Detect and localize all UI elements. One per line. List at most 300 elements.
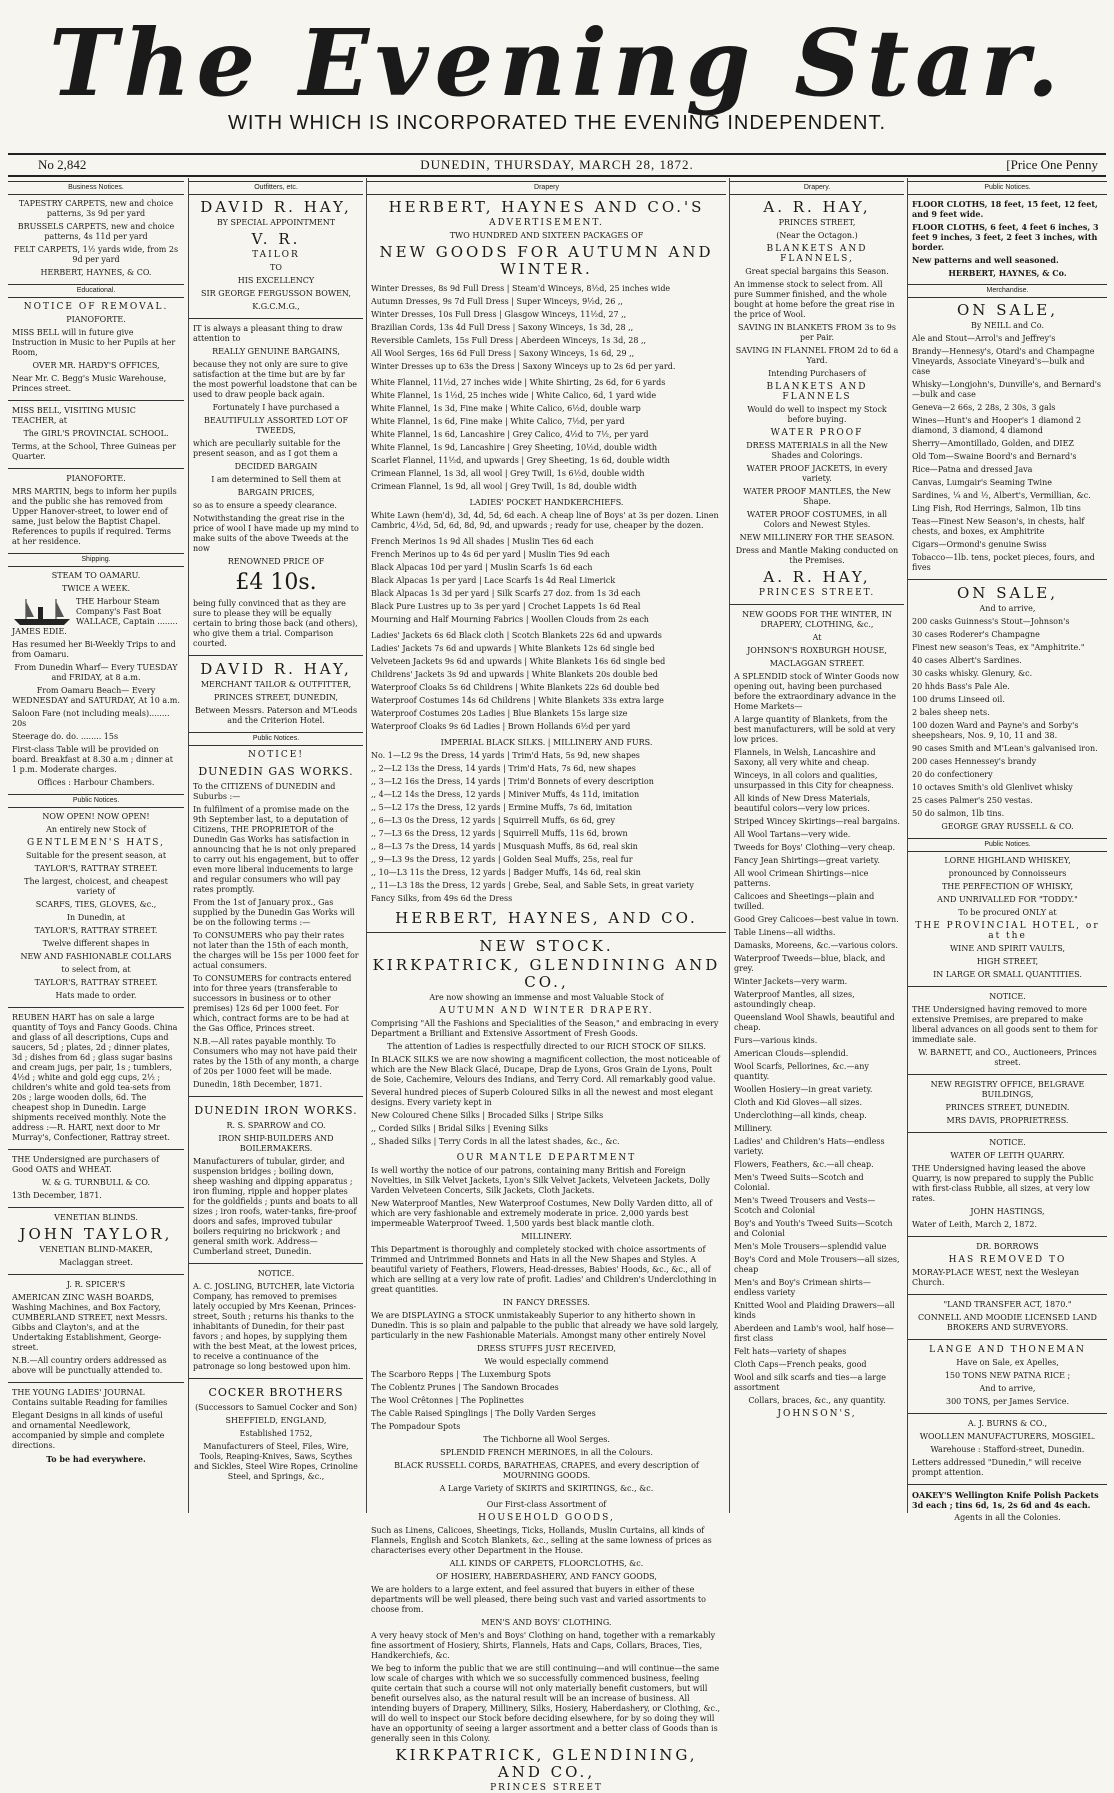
ad-signature: HERBERT, HAYNES, AND CO. — [395, 909, 698, 927]
list-item: A large quantity of Blankets, from the best manufacturers, will be sold at very low prices. — [734, 715, 896, 744]
list-item: Wool Scarfs, Pellorines, &c.—any quantity. — [734, 1062, 869, 1081]
ad-line: Has resumed her Bi-Weekly Trips to and from Oamaru. — [12, 640, 176, 659]
ad-line: SHEFFIELD, ENGLAND, — [225, 1416, 327, 1425]
blinds-ad — [12, 1213, 180, 1268]
ad-line: Letters addressed "Dunedin," will receive prompt attention. — [912, 1458, 1082, 1477]
column-2 — [188, 178, 363, 1513]
ad-title: NEW GOODS FOR AUTUMN AND WINTER. — [379, 243, 714, 278]
ad-line: White Lawn (hem'd), 3d, 4d, 5d, 6d each. A cheap line of Boys' at 3s per dozen. Linen Cambric, 4½d, 5d, 6d, 8d, 9d, and upwards ; ready for use, cheaper by the dozen. — [371, 511, 719, 530]
ad-line: ALL KINDS OF CARPETS, FLOORCLOTHS, &c. — [449, 1559, 644, 1568]
ad-line: NEW AND FASHIONABLE COLLARS — [20, 952, 172, 961]
divider — [8, 400, 184, 401]
ad-line: MISS BELL will in future give Instruction in Music to her Pupils at her Room, — [12, 328, 176, 357]
spicer-ad — [12, 1280, 180, 1376]
ad-line: SPLENDID FRENCH MERINOES, in all the Colours. — [440, 1448, 653, 1457]
ad-line: I am determined to Sell them at — [211, 475, 341, 484]
ad-line: Have on Sale, ex Apelles, — [956, 1358, 1059, 1367]
ad-line: Such as Linens, Calicoes, Sheetings, Ticks, Hollands, Muslin Curtains, all kinds of Flannels, English and Scotch Blankets, &c., selling at the same lowness of prices as characterises every other Department in the House. — [371, 1526, 712, 1555]
ad-line: Several hundred pieces of Superb Coloured Silks in all the newest and most elegant designs. Every variety kept in — [371, 1088, 714, 1107]
list-item: 40 cases Albert's Sardines. — [912, 656, 1022, 665]
handkerchiefs — [371, 498, 722, 531]
ad-line: OVER MR. HARDY'S OFFICES, — [32, 361, 160, 370]
price-display: £4 10s. — [235, 570, 317, 595]
list-item: Winter Dresses, 8s 9d Full Dress | Steam'd Winceys, 8½d, 25 inches wide — [371, 284, 671, 293]
list-item: All kinds of New Dress Materials, beautiful colors—very low prices. — [734, 794, 871, 813]
list-item: The Scarboro Repps | The Luxemburg Spots — [371, 1370, 551, 1379]
ad-line: "LAND TRANSFER ACT, 1870." — [943, 1300, 1072, 1309]
ad-line: WINE AND SPIRIT VAULTS, — [949, 944, 1066, 953]
ad-line: Twelve different shapes in — [42, 939, 150, 948]
ad-line: We would especially commend — [484, 1357, 609, 1366]
ad-title: LORNE HIGHLAND WHISKEY, — [944, 856, 1071, 865]
list-item: Cloth Caps—French peaks, good — [734, 1360, 867, 1369]
ad-line: To CONSUMERS for contracts entered into for three years (transferable to successors in business or to other premises) 12s 6d per 1000 feet. For which, contract forms are to be had at the Gas Office, Princes street. — [193, 974, 352, 1033]
list-item: Winter Dresses, 10s Full Dress | Glasgow Winceys, 11½d, 27 ,, — [371, 310, 627, 319]
column-4 — [729, 178, 904, 1513]
ad-line: We are holders to a large extent, and feel assured that buyers in either of these departments will be well pleased, there being such vast and varied assortments to choose from. — [371, 1585, 706, 1614]
hh-advertisement — [371, 199, 722, 278]
ad-line: AND UNRIVALLED FOR "TODDY." — [937, 895, 1078, 904]
ad-line: A very heavy stock of Men's and Boys' Clothing on hand, together with a remarkably fine assortment of Hosiery, Shirts, Flannels, Hats and Caps, Collars, Braces, Ties, Handkerchiefs, &c. — [371, 1631, 716, 1660]
ad-line: At — [812, 633, 822, 642]
ad-line: SAVING IN FLANNEL FROM 2d to 6d a Yard. — [735, 346, 899, 365]
ad-line: Manufacturers of Steel, Files, Wire, Tools, Reaping-Knives, Saws, Scythes and Sickles, Steel Wire Ropes, Crinoline Steel, and Springs, &c., — [194, 1442, 358, 1481]
floorcloths-ad — [912, 199, 1103, 278]
divider — [189, 655, 363, 656]
ad-title: HOUSEHOLD GOODS, — [478, 1513, 615, 1523]
household-goods — [371, 1500, 722, 1793]
divider — [189, 1096, 363, 1097]
dateline — [8, 153, 1106, 177]
list-item: Aberdeen and Lamb's wool, half hose—first class — [734, 1324, 894, 1343]
gas-notice — [193, 750, 359, 1090]
list-item: Wool and silk scarfs and ties—a large assortment — [734, 1373, 886, 1392]
ad-title: JOHNSON'S ROXBURGH HOUSE, — [747, 646, 887, 655]
ad-title: WOOLLEN MANUFACTURERS, MOSGIEL. — [919, 1432, 1096, 1441]
list-item: White Flannel, 1s 6d, Fine make | White Calico, 7½d, per yard — [371, 417, 625, 426]
ad-line: This Department is thoroughly and completely stocked with choice assortments of Trimmed and Untrimmed Bonnets and Hats in all the New Shapes and Styles. A beautiful variety of Feathers, Flowers, Head-dresses, Babies' Hoods, &c., &c., all of which are selling at a very low rate of profit. Ladies' and Children's Underclothing in great quantities. — [371, 1245, 717, 1294]
ad-line: From the 1st of January prox., Gas supplied by the Dunedin Gas Works will be on the following terms :— — [193, 898, 355, 927]
iron-works-ad — [193, 1102, 359, 1257]
list-item: 25 cases Palmer's 250 vestas. — [912, 796, 1033, 805]
list-item: Boy's and Youth's Tweed Suits—Scotch and Colonial — [734, 1219, 893, 1238]
borrows-notice — [912, 1242, 1103, 1288]
list-item: Whisky—Longjohn's, Dunville's, and Bernard's—bulk and case — [912, 380, 1102, 399]
list-item: Striped Wincey Skirtings—real bargains. — [734, 817, 900, 826]
ad-line: THE Undersigned having leased the above Quarry, is now prepared to supply the Public with first-class Rubble, all sizes, at very low rates. — [912, 1164, 1094, 1203]
list-item: Flowers, Feathers, &c.—all cheap. — [734, 1160, 874, 1169]
list-item: Waterproof Tweeds—blue, black, and grey. — [734, 954, 886, 973]
list-item: Millinery. — [734, 1124, 773, 1133]
ad-line: TAILOR — [252, 250, 300, 260]
ad-line: By NEILL and Co. — [970, 321, 1045, 330]
ad-line: NEW MILLINERY FOR THE SEASON. — [739, 533, 895, 542]
ad-line: Fortunately I have purchased a — [212, 403, 340, 412]
ad-line: R. S. SPARROW and CO. — [226, 1121, 326, 1130]
ad-line: Great special bargains this Season. — [745, 267, 889, 276]
list-item: Cigars—Ormond's genuine Swiss — [912, 540, 1047, 549]
ad-line: PRINCES STREET, DUNEDIN, — [214, 693, 338, 702]
ad-line: And to arrive, — [979, 1384, 1036, 1393]
divider — [908, 1074, 1107, 1075]
ad-line: being fully convinced that as they are sure to please they will be equally certain to bring those back (and others), who give them a trial. Comparison courted. — [193, 599, 358, 648]
ad-signature: GEORGE GRAY RUSSELL & CO. — [941, 822, 1074, 831]
jackets-list — [371, 631, 722, 732]
ad-line: To be procured ONLY at — [958, 908, 1057, 917]
list-item: Men's and Boy's Crimean shirts—endless variety — [734, 1278, 871, 1297]
divider — [730, 604, 904, 605]
ad-title: NOTICE OF REMOVAL. — [23, 302, 169, 312]
list-item: Black Alpacas 1s per yard | Lace Scarfs 1s 4d Real Limerick — [371, 576, 616, 585]
ad-line: TAYLOR'S, RATTRAY STREET. — [34, 864, 158, 873]
list-item: White Flannel, 1s 3d, Fine make | White Calico, 6½d, double warp — [371, 404, 641, 413]
list-item: All Wool Tartans—very wide. — [734, 830, 851, 839]
ad-line: BY SPECIAL APPOINTMENT — [216, 218, 336, 227]
list-item: Waterproof Mantles, all sizes, astoundingly cheap. — [734, 990, 855, 1009]
ad-line: HERBERT, HAYNES, & CO. — [40, 268, 152, 277]
ad-line: (Successors to Samuel Cocker and Son) — [195, 1403, 357, 1412]
ad-title: JOHN TAYLOR, — [19, 1225, 173, 1243]
ad-line: BLACK RUSSELL CORDS, BARATHEAS, CRAPES, and every description of MOURNING GOODS. — [394, 1461, 699, 1480]
divider — [189, 1263, 363, 1264]
ad-line: HIS EXCELLENCY — [237, 276, 315, 285]
divider — [189, 1378, 363, 1379]
ad-line: TAYLOR'S, RATTRAY STREET. — [34, 926, 158, 935]
ad-line: IMPERIAL BLACK SILKS. | MILLINERY AND FURS. — [440, 738, 653, 747]
ad-line: IT is always a pleasant thing to draw attention to — [193, 324, 343, 343]
ad-line: AMERICAN ZINC WASH BOARDS, Washing Machines, and Box Factory, CUMBERLAND STREET, next Messrs. Gibbs and Clayton's, and at the Undertaking Establishment, George-street. — [12, 1293, 168, 1352]
ad-line: DECIDED BARGAIN — [234, 462, 318, 471]
mantle-department — [371, 1153, 722, 1494]
ad-line: From Dunedin Wharf— Every TUESDAY and FRIDAY, at 8 a.m. — [14, 663, 178, 682]
ad-line: so as to ensure a speedy clearance. — [193, 501, 337, 510]
ad-line: HERBERT, HAYNES, & Co. — [948, 268, 1067, 278]
ad-title: NEW STOCK. — [479, 937, 614, 955]
ad-line: V. R. — [251, 230, 301, 248]
list-item: Tweeds for Boys' Clothing—very cheap. — [734, 843, 895, 852]
list-item: ,, 7—L3 6s the Dress, 12 yards | Squirrell Muffs, 11s 6d, brown — [371, 829, 628, 838]
whiskey-ad — [912, 856, 1103, 980]
ad-line: WATER PROOF MANTLES, the New Shape. — [743, 487, 891, 506]
list-item: 200 casks Guinness's Stout—Johnson's — [912, 617, 1070, 626]
ad-line: PRINCES STREET. — [758, 588, 876, 598]
ad-line: SIR GEORGE FERGUSSON BOWEN, — [201, 289, 351, 298]
section-heading: Public Notices. — [908, 181, 1107, 195]
hay-ad — [193, 199, 359, 312]
list-item: Black Pure Lustres up to 3s per yard | Crochet Lappets 1s 6d Real — [371, 602, 641, 611]
ad-line: W. BARNETT, and CO., Auctioneers, Princes street. — [918, 1048, 1097, 1067]
ad-title: DUNEDIN IRON WORKS. — [194, 1104, 358, 1117]
turnbull-ad — [12, 1155, 180, 1201]
ad-line: TAPESTRY CARPETS, new and choice patterns, 3s 9d per yard — [18, 199, 174, 218]
silks-list — [371, 738, 722, 904]
ad-line: Near Mr. C. Begg's Music Warehouse, Princes street. — [12, 374, 167, 393]
list-item: Canvas, Lumgair's Seaming Twine — [912, 478, 1052, 487]
journal-ad — [12, 1388, 180, 1464]
ad-line: MRS MARTIN, begs to inform her pupils and the public she has removed from Upper Hanover-street, to lower end of same, just below the Baptist Chapel. References to pupils if required. Terms at her residence. — [12, 487, 177, 546]
list-item: Old Tom—Swaine Boord's and Bernard's — [912, 452, 1077, 461]
ad-line: Elegant Designs in all kinds of useful and ornamental Needlework, accompanied by simple and complete directions. — [12, 1411, 165, 1450]
ad-line: NOTICE. — [989, 992, 1026, 1001]
ad-line: New patterns and well seasoned. — [912, 255, 1059, 265]
list-item: ,, 10—L3 11s the Dress, 12 yards | Badger Muffs, 14s 6d, real skin — [371, 868, 641, 877]
lange-ad — [912, 1345, 1103, 1407]
issue-date: DUNEDIN, THURSDAY, MARCH 28, 1872. — [420, 157, 694, 172]
ad-line: From Oamaru Beach— Every WEDNESDAY and SATURDAY, At 10 a.m. — [12, 686, 180, 705]
list-item: 30 casks whisky. Glenury, &c. — [912, 669, 1033, 678]
list-item: Boy's Cord and Mole Trousers—all sizes, cheap — [734, 1255, 900, 1274]
divider — [908, 1132, 1107, 1133]
list-item: Black Alpacas 10d per yard | Muslin Scarfs 1s 6d each — [371, 563, 593, 572]
list-item: Reversible Camlets, 15s Full Dress | Aberdeen Winceys, 1s 3d, 28 ,, — [371, 336, 647, 345]
list-item: Scarlet Flannel, 11½d, and upwards | Grey Sheeting, 1s 6d, double width — [371, 456, 670, 465]
divider — [367, 932, 726, 933]
list-item: ,, 6—L3 0s the Dress, 12 yards | Squirrell Muffs, 6s 6d, grey — [371, 816, 615, 825]
list-item: White Flannel, 11½d, 27 inches wide | White Shirting, 2s 6d, for 6 yards — [371, 378, 666, 387]
carpets-ad — [12, 199, 180, 278]
ad-title: CONNELL AND MOODIE LICENSED LAND BROKERS AND SURVEYORS. — [918, 1313, 1097, 1332]
list-item: Good Grey Calicoes—best value in town. — [734, 915, 899, 924]
ad-line: Warehouse : Stafford-street, Dunedin. — [930, 1445, 1085, 1454]
ad-line: To the CITIZENS of DUNEDIN and Suburbs :— — [193, 782, 336, 801]
ad-line: BARGAIN PRICES, — [237, 488, 315, 497]
list-item: Waterproof Cloaks 9s 6d Ladies | Brown Hollands 6½d per yard — [371, 722, 631, 731]
barnett-notice — [912, 992, 1103, 1068]
ad-line: A Large Variety of SKIRTS and SKIRTINGS, &c., &c. — [439, 1484, 654, 1493]
divider — [908, 1413, 1107, 1414]
cocker-ad — [193, 1384, 359, 1482]
issue-price: [Price One Penny — [1006, 157, 1098, 172]
list-item: 30 cases Roderer's Champagne — [912, 630, 1040, 639]
kg-ad — [371, 957, 722, 1147]
list-item: Ladies' and Children's Hats—endless variety. — [734, 1137, 885, 1156]
ad-line: TAYLOR'S, RATTRAY STREET. — [34, 978, 158, 987]
ad-line: OAKEY'S Wellington Knife Polish Packets 3d each ; tins 6d, 1s, 2s 6d and 4s each. — [912, 1490, 1099, 1510]
ad-line: because they not only are sure to give satisfaction at the time but are by far the most powerful loadstone that can be used to draw people back again. — [193, 360, 357, 399]
ad-line: LADIES' POCKET HANDKERCHIEFS. — [469, 498, 624, 507]
list-item: All wool Crimean Shirtings—nice patterns. — [734, 869, 869, 888]
list-item: 200 cases Hennessey's brandy — [912, 757, 1037, 766]
ad-line: We are DISPLAYING a STOCK unmistakeably Superior to any hitherto shown in Dunedin. This is so plain and palpable to the public that already we have sold largely, particularly in the new Fashionable Materials. Amongst many other entirely Novel — [371, 1311, 719, 1340]
list-item: The Pompadour Spots — [371, 1422, 461, 1431]
list-item: Teas—Finest New Season's, in chests, half chests, and boxes, ex Amphitrite — [912, 517, 1085, 536]
ad-line: DRESS STUFFS JUST RECEIVED, — [477, 1344, 616, 1353]
ad-line: PRINCES STREET, DUNEDIN. — [945, 1103, 1070, 1112]
ad-line: We beg to inform the public that we are still continuing—and will continue—the same low scale of charges with which we so successfully commenced business, feeling quite certain that such a course will not only materially benefit customers, but will benefit ourselves also, as the natural result will be an increase of business. All intending buyers of Drapery, Millinery, Silks, Hosiery, Haberdashery, or Clothing, &c., will do well to inspect our Stock before deciding elsewhere, for by so doing they will have an opportunity of seeing a larger assortment and a better class of Goods than is generally seen in this Colony. — [371, 1664, 721, 1743]
list-item: The Coblentz Prunes | The Sandown Brocades — [371, 1383, 559, 1392]
ad-line: SAVING IN BLANKETS FROM 3s to 9s per Pair. — [738, 323, 896, 342]
steam-notice — [12, 571, 180, 788]
column-5 — [907, 178, 1107, 1522]
ad-line: Suitable for the present season, at — [25, 851, 167, 860]
registry-ad — [912, 1080, 1103, 1126]
ad-title: NOW OPEN! NOW OPEN! — [42, 812, 150, 821]
ad-line: A. C. JOSLING, BUTCHER, late Victoria Company, has removed to premises lately occupied by Mrs Keenan, Princes-street, South ; returns his thanks to the inhabitants of Dunedin, for their past favors ; and hopes, by supplying them with the best Meat, at the lowest prices, to receive a continuance of the patronage so long bestowed upon him. — [193, 1282, 358, 1371]
ad-line: VENETIAN BLINDS. — [54, 1213, 138, 1222]
ad-line: WATER OF LEITH QUARRY. — [950, 1151, 1065, 1160]
ad-line: TWICE A WEEK. — [62, 584, 130, 593]
ad-line: Intending Purchasers of — [768, 369, 866, 378]
ad-line: THE Undersigned are purchasers of Good OATS and WHEAT. — [12, 1155, 160, 1174]
ad-line: To CONSUMERS who pay their rates not later than the 15th of each month, the charges will be 15s per 1000 feet for actual consumers. — [193, 931, 359, 970]
list-item: Woollen Hosiery—in great variety. — [734, 1085, 873, 1094]
ad-line: 300 TONS, per James Service. — [945, 1397, 1070, 1406]
ad-title: ON SALE, — [957, 584, 1058, 602]
divider — [908, 986, 1107, 987]
ad-line: Manufacturers of tubular, girder, and suspension bridges ; boiling down, sheep washing and dipping apparatus ; iron fluming, ripple and hopper plates for the goldfields ; punts and boats to all sizes ; iron roofs, water-tanks, fire-proof doors and safes, improved tubular boilers requiring no brickwork ; and general smith work. Address—Cumberland street, Dunedin. — [193, 1157, 358, 1256]
divider — [8, 468, 184, 469]
list-item: Winceys, in all colors and qualities, unsurpassed in this City for cheapness. — [734, 771, 894, 790]
section-heading: Educational. — [8, 284, 184, 298]
list-item: Finest new season's Teas, ex "Amphitrite." — [912, 643, 1085, 652]
list-item: American Clouds—splendid. — [734, 1049, 849, 1058]
list-item: 50 do salmon, 1lb tins. — [912, 809, 1005, 818]
ad-line: NOTICE. — [257, 1269, 295, 1278]
ad-line: Established 1752, — [239, 1429, 313, 1438]
neill-ad — [912, 302, 1103, 573]
ad-line: In fulfilment of a promise made on the 9th September last, to a deputation of Citizens, THE PROPRIETOR of the Dunedin Gas Works has satisfaction in announcing that he is not only prepared to carry out his engagement, but to offer even more liberal inducements to large and regular consumers who will pay rates promptly. — [193, 805, 359, 894]
ad-line: VENETIAN BLIND-MAKER, — [39, 1245, 153, 1254]
ad-line: Offices : Harbour Chambers. — [37, 778, 155, 787]
ad-line: to select from, at — [61, 965, 131, 974]
ad-line: Comprising "All the Fashions and Specialities of the Season," and embracing in every Department a Brilliant and Extensive Assortment of Fresh Goods. — [371, 1019, 719, 1038]
ad-line: Maclaggan street. — [59, 1258, 133, 1267]
ad-line: The attention of Ladies is respectfully directed to our RICH STOCK OF SILKS. — [387, 1042, 706, 1051]
list-item: Men's Mole Trousers—splendid value — [734, 1242, 887, 1251]
ad-signature: KIRKPATRICK, GLENDINING, AND CO., — [395, 1746, 698, 1781]
section-heading: Merchandise. — [908, 284, 1107, 298]
ad-line: MISS BELL, VISITING MUSIC TEACHER, at — [12, 406, 136, 425]
divider — [8, 1207, 184, 1208]
divider — [8, 1382, 184, 1383]
ad-line: Terms, at the School, Three Guineas per Quarter. — [12, 442, 177, 461]
list-item: White Flannel, 1s 9d, Lancashire | Grey Sheeting, 10½d, double width — [371, 443, 657, 452]
teacher-notice — [12, 406, 180, 462]
list-item: Rice—Patna and dressed Java — [912, 465, 1033, 474]
hay2-ad — [193, 661, 359, 726]
list-item: All Wool Serges, 16s 6d Full Dress | Saxony Winceys, 1s 6d, 29 ,, — [371, 349, 635, 358]
ad-line: WATER PROOF — [770, 428, 864, 438]
ad-title: COCKER BROTHERS — [208, 1386, 344, 1399]
list-item: The Cable Raised Spinglings | The Dolly Varden Serges — [371, 1409, 596, 1418]
list-item: Autumn Dresses, 9s 7d Full Dress | Super Winceys, 9½d, 26 ,, — [371, 297, 623, 306]
martin-notice — [12, 474, 180, 547]
list-item: Wines—Hunt's and Hooper's 1 diamond 2 diamond, 3 diamond, 4 diamond — [912, 416, 1082, 435]
ad-line: Saloon Fare (not including meals)........ 20s — [12, 709, 170, 728]
ad-line: PRINCES STREET — [490, 1783, 603, 1793]
list-item: Knitted Wool and Plaiding Drawers—all kinds — [734, 1301, 895, 1320]
list-item: Waterproof Costumes 14s 6d Childrens | White Blankets 33s extra large — [371, 696, 664, 705]
list-item: ,, Shaded Silks | Terry Cords in all the latest shades, &c., &c. — [371, 1137, 620, 1146]
ad-line: MRS DAVIS, PROPRIETRESS. — [946, 1116, 1069, 1125]
list-item: Damasks, Moreens, &c.—various colors. — [734, 941, 898, 950]
ad-line: BRUSSELS CARPETS, new and choice patterns, 4s 11d per yard — [17, 222, 175, 241]
list-item: White Flannel, 1s 6d, Lancashire | Grey Calico, 4½d to 7½, per yard — [371, 430, 649, 439]
ad-line: IN LARGE OR SMALL QUANTITIES. — [933, 970, 1082, 979]
list-item: Underclothing—all kinds, cheap. — [734, 1111, 867, 1120]
list-item: Felt hats—variety of shapes — [734, 1347, 847, 1356]
ad-line: BLANKETS AND FLANNELS — [766, 382, 868, 402]
ad-signature: A. R. HAY, — [763, 568, 871, 586]
ad-line: Dress and Mantle Making conducted on the Premises. — [735, 546, 899, 565]
removal-notice — [12, 302, 180, 394]
divider — [908, 579, 1107, 580]
ad-line: An immense stock to select from. All pure Summer finished, and the whole bought at home before the great rise in the price of Wool. — [734, 280, 895, 319]
flannel-list — [371, 378, 722, 492]
ad-line: REUBEN HART has on sale a large quantity of Toys and Fancy Goods. China and glass of all descriptions, Cups and saucers, 5d ; plates, 2d ; dinner plates, 3d ; dishes from 6d ; glass sugar basins and cream jugs, per pair, 1s ; tumblers, 4½d ; white and gold egg cups, 2½ ; children's white and gold tea-sets from 20s ; large wooden dolls, 6d. The cheapest shop in Dunedin. Large shipments received monthly. Note the address :—R. HART, next door to Mr Murray's, Confectioner, Rattray street. — [12, 1013, 178, 1142]
divider — [908, 1294, 1107, 1295]
list-item: Table Linens—all widths. — [734, 928, 836, 937]
ad-line: Is well worthy the notice of our patrons, containing many British and Foreign Novelties, in Silk Velvet Jackets, Lyon's Silk Velvet Jackets, Velveteen Jackets, Dolly Varden Velveteen Concerts, Silk Jackets, Cloth Jackets. — [371, 1166, 710, 1195]
list-item: ,, Corded Silks | Bridal Silks | Evening Silks — [371, 1124, 548, 1133]
merinos-list — [371, 537, 722, 625]
ad-line: Water of Leith, March 2, 1872. — [912, 1220, 1038, 1229]
ad-line: PIANOFORTE. — [66, 315, 126, 324]
ad-line: Between Messrs. Paterson and M'Leods and the Criterion Hotel. — [194, 706, 358, 725]
ad-line: PIANOFORTE. — [66, 474, 126, 483]
ad-line: JOHNSON'S, — [777, 1409, 857, 1419]
list-item: Geneva—2 66s, 2 28s, 2 30s, 3 gals — [912, 403, 1056, 412]
list-item: Tobacco—1lb. tens, pocket pieces, fours, and fives — [912, 553, 1095, 572]
section-heading: Public Notices. — [189, 732, 363, 746]
list-item: Flannels, in Welsh, Lancashire and Saxony, all very white and cheap. — [734, 748, 876, 767]
ad-line: First-class Table will be provided on board. Breakfast at 8.30 a.m ; dinner at 1 p.m. Moderate charges. — [12, 745, 174, 774]
list-item: 20 do confectionery — [912, 770, 993, 779]
divider — [189, 318, 363, 319]
ad-title: A. R. HAY, — [763, 198, 871, 216]
list-item: French Merinos 1s 9d All shades | Muslin Ties 6d each — [371, 537, 594, 546]
ad-line: PRINCES STREET, — [778, 218, 856, 227]
ad-line: OF HOSIERY, HABERDASHERY, AND FANCY GOODS, — [436, 1572, 657, 1581]
ad-line: To be had everywhere. — [46, 1454, 146, 1464]
list-item: 100 dozen Ward and Payne's and Sorby's sheepshears, Nos. 9, 10, 11 and 38. — [912, 721, 1079, 740]
masthead — [0, 0, 1114, 150]
list-item: Calicoes and Sheetings—plain and twilled. — [734, 892, 875, 911]
list-item: 10 octaves Smith's old Glenlivet whisky — [912, 783, 1073, 792]
ad-title: HERBERT, HAYNES AND CO.'S — [388, 198, 705, 216]
section-heading: Outfitters, etc. — [189, 181, 363, 195]
ad-line: RENOWNED PRICE OF — [227, 557, 325, 566]
ad-line: NOTICE. — [989, 1138, 1026, 1147]
ad-line: 13th December, 1871. — [12, 1191, 102, 1200]
ad-line: N.B.—All country orders addressed as above will be punctually attended to. — [12, 1356, 167, 1375]
list-item: Ladies' Jackets 6s 6d Black cloth | Scotch Blankets 22s 6d and upwards — [371, 631, 662, 640]
issue-number: No 2,842 — [38, 157, 87, 172]
divider — [8, 1149, 184, 1150]
ad-line: FLOOR CLOTHS, 18 feet, 15 feet, 12 feet, and 9 feet wide. — [912, 199, 1098, 219]
ad-title: OUR MANTLE DEPARTMENT — [456, 1153, 637, 1163]
russell-ad — [912, 585, 1103, 832]
list-item: French Merinos up to 4s 6d per yard | Muslin Ties 9d each — [371, 550, 610, 559]
list-item: Mourning and Half Mourning Fabrics | Woollen Clouds from 2s each — [371, 615, 649, 624]
ad-title: LANGE AND THONEMAN — [929, 1345, 1086, 1355]
section-heading: Drapery — [367, 181, 726, 195]
ad-line: HIGH STREET, — [976, 957, 1039, 966]
list-item: Men's Tweed Suits—Scotch and Colonial. — [734, 1173, 864, 1192]
ad-line: N.B.—All rates payable monthly. To Consumers who may not have paid their rates by the 15th of any month, a charge of 20s per 1000 feet will be made. — [193, 1037, 359, 1076]
list-item: Childrens' Jackets 3s 9d and upwards | White Blankets 20s double bed — [371, 670, 658, 679]
ad-line: W. & G. TURNBULL & CO. — [41, 1178, 151, 1187]
ad-line: And to arrive, — [979, 604, 1036, 613]
ad-line: JOHN HASTINGS, — [970, 1207, 1045, 1216]
list-item: 20 hhds Bass's Pale Ale. — [912, 682, 1010, 691]
list-item: Velveteen Jackets 9s 6d and upwards | White Blankets 16s 6d single bed — [371, 657, 666, 666]
masthead-title: The Evening Star. — [49, 9, 1065, 117]
list-item: Fancy Silks, from 49s 6d the Dress — [371, 894, 513, 903]
ad-line: DR. BORROWS — [976, 1242, 1039, 1251]
list-item: Waterproof Costumes 20s Ladies | Blue Blankets 15s large size — [371, 709, 628, 718]
list-item: Sardines, ¼ and ½, Albert's, Vermillian, &c. — [912, 491, 1091, 500]
